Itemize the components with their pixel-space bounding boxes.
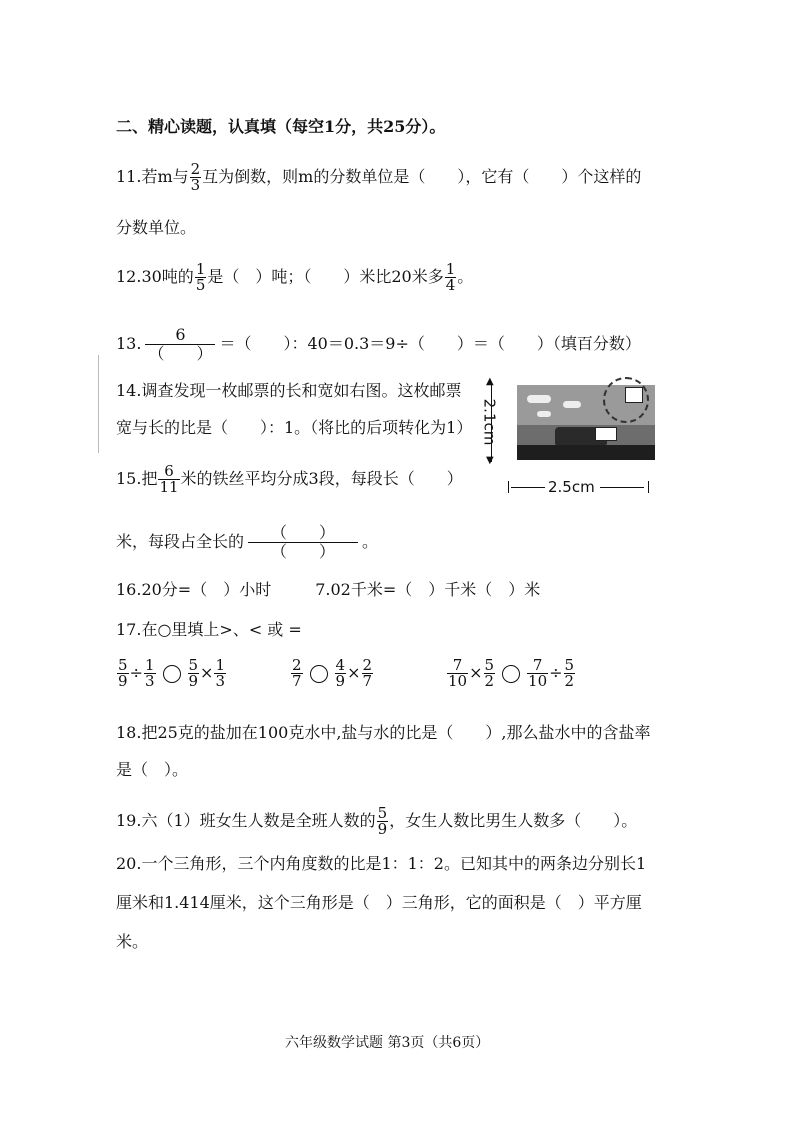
q15-blank-fraction: （ ） （ ） xyxy=(248,524,358,561)
section-title: 二、精心读题，认真填（每空1分，共25分）。 xyxy=(116,117,446,136)
question-20-line1: 20.一个三角形，三个内角度数的比是1：1：2。已知其中的两条边分别长1 xyxy=(116,854,647,873)
q19-text-b: ，女生人数比男生人数多（ ）。 xyxy=(389,811,638,830)
question-11 xyxy=(116,162,641,193)
q17-expression-2: $\frac{2}{7}$ $\frac{4}{9}$ × $\frac{2}{7}$ xyxy=(292,656,373,690)
q16-text-b: 7.02千米=（ ）千米（ ）米 xyxy=(315,580,541,599)
question-14-line2: 宽与长的比是（ ）：1。（将比的后项转化为1） xyxy=(116,418,473,437)
compare-circle[interactable] xyxy=(502,665,520,683)
q13-fraction: 6 （ ） xyxy=(145,326,215,363)
width-dimension-line-right xyxy=(600,487,644,488)
page-footer: 六年级数学试题 第3页（共6页） xyxy=(285,1035,490,1051)
question-19 xyxy=(116,806,637,837)
question-20-line2: 厘米和1.414厘米，这个三角形是（ ）三角形，它的面积是（ ）平方厘 xyxy=(116,893,642,912)
width-dimension-line-left xyxy=(511,487,545,488)
stamp-picture xyxy=(517,385,655,460)
question-12 xyxy=(116,262,473,293)
q15-text-a: 15.把 xyxy=(116,469,158,488)
q15-text-b: 米的铁丝平均分成3段，每段长（ ） xyxy=(180,469,463,488)
q12-text-c: 。 xyxy=(457,267,474,286)
question-14-line1: 14.调查发现一枚邮票的长和宽如右图。这枚邮票 xyxy=(116,381,462,400)
q17-expression-1: $\frac{5}{9}$ ÷ $\frac{1}{3}$ $\frac{5}{9}$ × $\frac{1}{3}$ xyxy=(118,656,225,690)
question-15 xyxy=(116,464,463,495)
height-arrow-top: ▲ xyxy=(486,376,494,387)
q11-fraction: $\frac{2}{3}$ xyxy=(190,160,201,194)
q13-text-b: ＝（ ）：40＝0.3＝9÷（ ）＝（ ）（填百分数） xyxy=(219,334,641,353)
q12-text-a: 12.30吨的 xyxy=(116,267,194,286)
q15-text-c: 米，每段占全长的 xyxy=(116,532,245,551)
margin-line xyxy=(98,355,99,453)
q13-text-a: 13. xyxy=(116,334,142,353)
q19-fraction: $\frac{5}{9}$ xyxy=(377,804,388,838)
question-13 xyxy=(116,326,641,363)
compare-circle[interactable] xyxy=(163,665,181,683)
question-18-line2: 是（ ）。 xyxy=(116,760,189,779)
width-tick-right xyxy=(648,481,649,493)
q16-text-a: 16.20分=（ ）小时 xyxy=(116,580,272,599)
q11-text-a: 11.若m与 xyxy=(116,167,189,186)
q15-text-d: 。 xyxy=(362,532,379,551)
width-label: 2.5cm xyxy=(548,478,595,496)
q12-fraction-1: $\frac{1}{5}$ xyxy=(195,260,206,294)
question-16 xyxy=(116,580,540,600)
q12-text-b: 是（ ）吨；（ ）米比20米多 xyxy=(207,267,444,286)
q12-fraction-2: $\frac{1}{4}$ xyxy=(445,260,456,294)
width-tick-left xyxy=(508,481,509,493)
q15-fraction: $\frac{6}{11}$ xyxy=(159,462,179,496)
height-label: 2.1cm xyxy=(480,398,499,446)
q17-expression-3: $\frac{7}{10}$ × $\frac{5}{2}$ $\frac{7}{10}$ ÷ $\frac{5}{2}$ xyxy=(448,656,575,690)
question-15-cont xyxy=(116,524,378,561)
q11-text-b: 互为倒数，则m的分数单位是（ ），它有（ ）个这样的 xyxy=(202,167,642,186)
question-20-line3: 米。 xyxy=(116,932,149,951)
q19-text-a: 19.六（1）班女生人数是全班人数的 xyxy=(116,811,376,830)
question-17-title: 17.在○里填上>、< 或 = xyxy=(116,620,302,639)
height-arrow-bottom: ▼ xyxy=(486,455,494,466)
question-11-cont: 分数单位。 xyxy=(116,218,197,237)
question-18-line1: 18.把25克的盐加在100克水中,盐与水的比是（ ）,那么盐水中的含盐率 xyxy=(116,723,651,742)
compare-circle[interactable] xyxy=(310,665,328,683)
